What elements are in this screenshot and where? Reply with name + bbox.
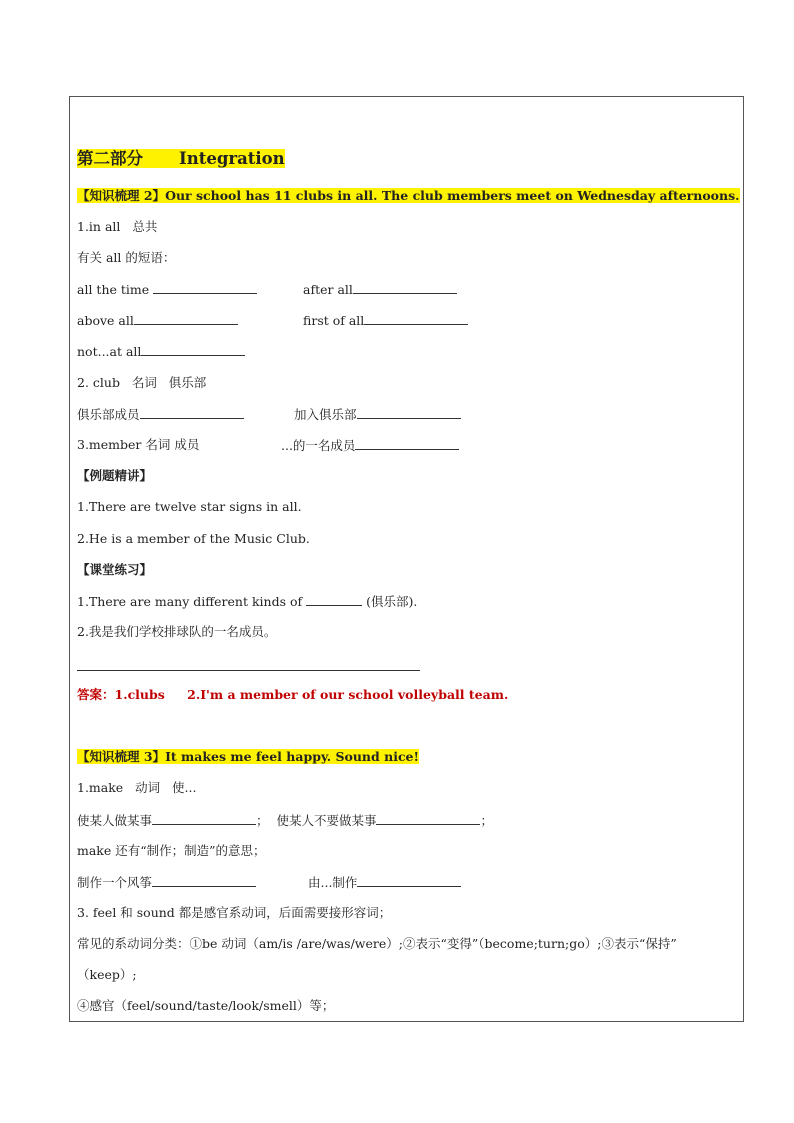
phrase-row-1	[77, 281, 257, 298]
kp3-line2	[77, 812, 493, 829]
section-title-en: Integration	[179, 149, 285, 168]
kp3-line4b	[308, 874, 461, 891]
kp3-line5: 3. feel 和 sound 都是感官系动词，后面需要接形容词；	[77, 905, 392, 920]
kp3-line3: make 还有“制作；制造”的意思；	[77, 843, 266, 858]
blank-make-sb-do[interactable]	[152, 812, 256, 825]
phrase-row-3	[77, 343, 245, 360]
blank-join-club[interactable]	[357, 406, 461, 419]
blank-first-of-all[interactable]	[364, 312, 468, 325]
blank-make-sb-not-do[interactable]	[376, 812, 480, 825]
example-sentence-1: 1.There are twelve star signs in all.	[77, 499, 302, 514]
phrase-not-at-all: not...at all	[77, 344, 142, 359]
phrase-row-2	[77, 312, 238, 329]
phrase-row-1b	[303, 281, 457, 298]
practice-q1-text: 1.There are many different kinds of	[77, 594, 303, 609]
phrase-row-2b	[303, 312, 468, 329]
answer-1: 1.clubs	[114, 687, 165, 702]
kp3-line8: ④感官（feel/sound/taste/look/smell）等；	[77, 998, 335, 1013]
phrase-row-4b	[294, 406, 461, 423]
blank-make-kite[interactable]	[152, 874, 256, 887]
kp2-sentence: Our school has 11 clubs in all. The club members meet on Wednesday afternoons.	[165, 188, 740, 203]
phrase-above-all: above all	[77, 313, 134, 328]
blank-made-from[interactable]	[357, 874, 461, 887]
kp2-line1: 1.in all 总共	[77, 219, 158, 234]
blank-club-member[interactable]	[140, 406, 244, 419]
kp3-line4	[77, 874, 256, 891]
kp3-line6: 常见的系动词分类：①be 动词（am/is /are/was/were）;②表示“变得”（become;turn;go）;③表示“保持”	[77, 936, 677, 951]
blank-not-at-all[interactable]	[141, 343, 245, 356]
phrase-make-sb-do: 使某人做某事	[77, 813, 153, 828]
answer-line-q2[interactable]	[77, 670, 420, 671]
blank-above-all[interactable]	[134, 312, 238, 325]
blank-practice-q1[interactable]	[306, 593, 362, 606]
kp3-heading	[77, 749, 419, 765]
kp2-tag: 【知识梳理 2】	[77, 188, 166, 203]
phrase-join-club: 加入俱乐部	[294, 407, 357, 422]
phrase-after-all: after all	[303, 282, 353, 297]
kp2-heading	[77, 188, 740, 204]
blank-after-all[interactable]	[353, 281, 457, 294]
example-heading: 【例题精讲】	[77, 468, 153, 483]
kp2-line8: 3.member 名词 成员	[77, 437, 200, 452]
phrase-row-5b	[281, 437, 459, 454]
practice-heading: 【课堂练习】	[77, 562, 153, 577]
answer-2: 2.I'm a member of our school volleyball team.	[187, 687, 509, 702]
blank-member-of[interactable]	[355, 437, 459, 450]
kp3-line1: 1.make 动词 使...	[77, 780, 197, 795]
answer-row	[77, 687, 508, 703]
kp3-tag: 【知识梳理 3】	[77, 749, 166, 764]
phrase-make-kite: 制作一个风筝	[77, 875, 153, 890]
phrase-member-of: ...的一名成员	[281, 438, 356, 453]
kp2-line2: 有关 all 的短语：	[77, 250, 176, 265]
phrase-club-member: 俱乐部成员	[77, 407, 140, 422]
kp3-sentence: It makes me feel happy. Sound nice!	[165, 749, 419, 764]
practice-q1-hint: (俱乐部).	[366, 594, 418, 609]
practice-q2: 2.我是我们学校排球队的一名成员。	[77, 624, 277, 639]
phrase-all-the-time: all the time	[77, 282, 150, 297]
kp2-line6: 2. club 名词 俱乐部	[77, 375, 207, 390]
example-sentence-2: 2.He is a member of the Music Club.	[77, 531, 310, 546]
phrase-make-sb-not-do: ； 使某人不要做某事	[256, 813, 377, 828]
kp3-line2-end: ；	[480, 813, 493, 828]
phrase-first-of-all: first of all	[303, 313, 365, 328]
section-title	[77, 148, 285, 170]
blank-all-the-time[interactable]	[153, 281, 257, 294]
practice-q1	[77, 593, 417, 610]
section-title-cn: 第二部分	[77, 149, 143, 168]
phrase-row-4	[77, 406, 244, 423]
kp3-line7: （keep）;	[77, 967, 137, 982]
answer-label: 答案：	[77, 687, 115, 702]
phrase-made-from: 由...制作	[308, 875, 358, 890]
